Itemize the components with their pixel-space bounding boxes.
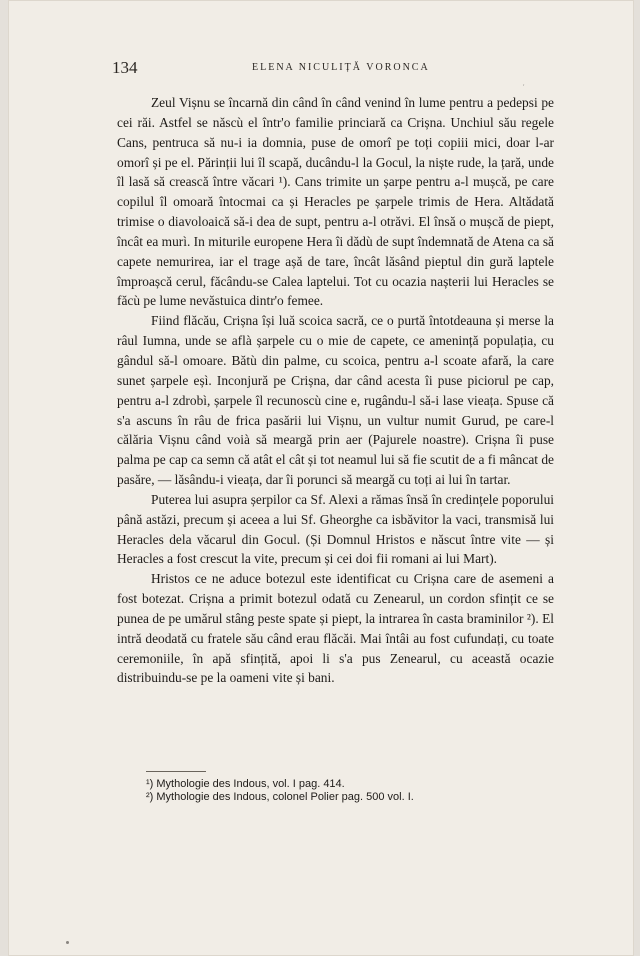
paragraph: Fiind flăcău, Crișna își luă scoica sacră, ce o purtă întotdeauna și merse la râul Iumna, unde se aflà șarpele cu o mie de capete, ce amenință populația, cu gândul să-l omoare. Bătù din palme, cu scoica, pentru a-l scoate afară, la care sunet șarpele eșì. Inconjură pe Crișna, dar când acesta îi puse piciorul pe cap, pentru a-l zdrobì, șarpele îl recunoscù cine e, rugându-l să-i lase vieața. Spuse că s'a ascuns în râu de frica pasării lui Vișnu, un vultur numit Gurud, pe care-l călăria Vișnu când voià să meargă prin aer (Pajurele noastre). Crișna îi puse palma pe cap ca semn că atât el cât și tot neamul lui să fie scutit de a fi mâncat de pasăre, — lăsându-i vieața, dar îi porunci să meargă cu toți ai lui în tartar. — [117, 313, 554, 488]
scan-speck — [66, 941, 69, 944]
main-text — [117, 93, 554, 688]
stray-mark: ′ — [523, 84, 525, 91]
footnote-divider — [146, 771, 206, 772]
footnotes — [146, 778, 546, 804]
paragraph: Puterea lui asupra șerpilor ca Sf. Alexi a rămas însă în credințele poporului până astăzi, precum și aceea a lui Sf. Gheorghe ca isbăvitor la vaci, transmisă lui Heracles dela văcarul din Gocul. (Și Domnul Hristos e născut între vite — și Heracles a fost crescut la vite, precum și cei doi fii romani ai lui Mart). — [117, 491, 554, 567]
page-number: 134 — [112, 58, 138, 77]
paragraph: Zeul Vișnu se încarnă din când în când venind în lume pentru a pedepsi pe cei răi. Astfel se născù el într'o familie princiară ca Crișna. Unchiul său regele Cans, pentruca să nu-i ia domnia, puse de omorî pe toți copiii mici, doar l-ar omorî și pe el. Părinții lui îl scapă, ducându-l la Gocul, la niște rude, la țară, unde îl lasă să crească între văcari ¹). Cans trimite un șarpe pentru a-l mușcă, pe care copilul îl omoară întocmai ca și Heracles pe șarpele trimis de Hera. Altădată trimise o diavoloaică să-i dea de supt, pentru a-l otrăvi. El însă o mușcă de piept, încât ea murì. In miturile europene Hera îi dădù de supt îndemnată de Atena ca să capete nemurirea, iar el trage așă de tare, încât lăsând pieptul din gură laptele împroașcă cerul, făcându-se Calea laptelui. Tot cu ocazia nașterii lui Heracles se făcù pe lume nevăstuica dintr'o femee. — [117, 95, 554, 309]
footnote: ¹) Mythologie des Indous, vol. I pag. 414. — [146, 778, 345, 790]
book-page — [8, 0, 634, 956]
running-title: ELENA NICULIȚĂ VORONCA — [252, 62, 430, 73]
footnote: ²) Mythologie des Indous, colonel Polier pag. 500 vol. I. — [146, 791, 414, 803]
paragraph: Hristos ce ne aduce botezul este identificat cu Crișna care de asemeni a fost botezat. Crișna a primit botezul odată cu Zenearul, un cordon sfințit ce se punea de pe umărul stâng peste spate și piept, la intrarea în casta braminilor ²). El intră deodată cu fratele său când erau flăcăi. Mai întâi au fost cufundați, cu toate ceremoniile, în apă sfințită, apoi li s'a pus Zenearul, cu această ocazie distribuindu-se pe la oameni vite și bani. — [117, 571, 554, 686]
